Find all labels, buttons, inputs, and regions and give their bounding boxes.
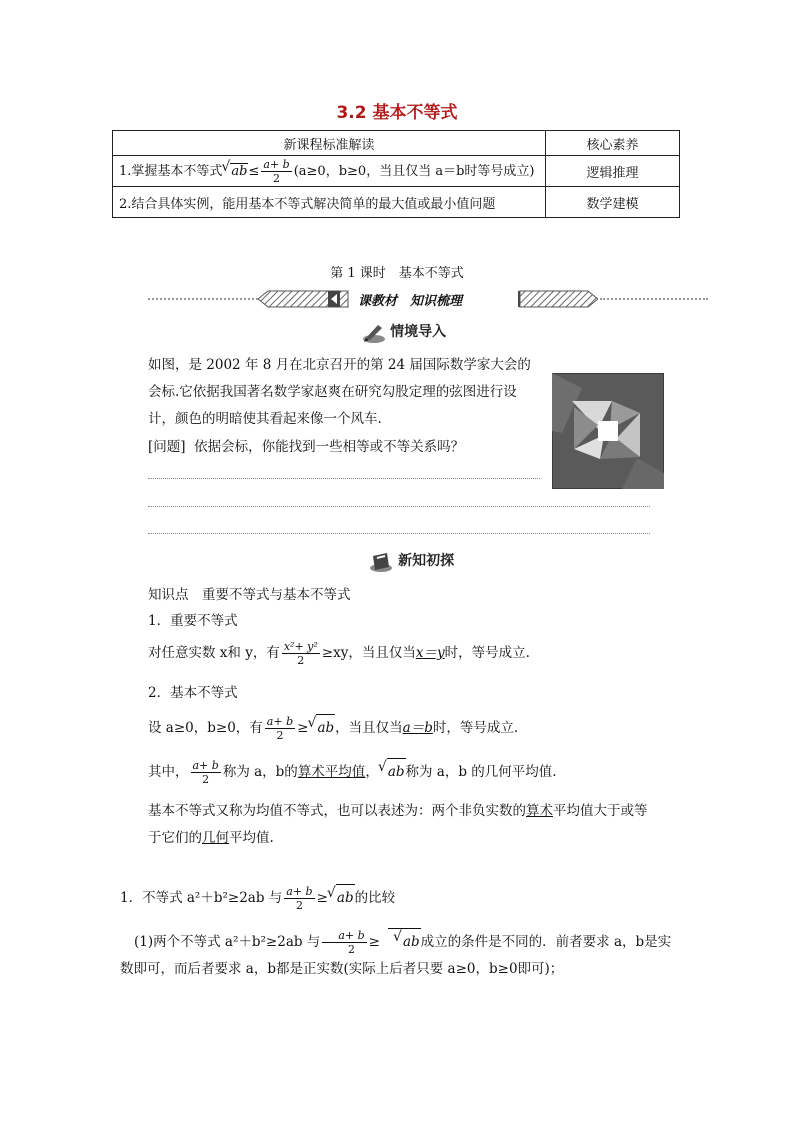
- compare-paragraph-1: (1)两个不等式 a²＋b²≥2ab 与 $\frac{a+ b}{2}$ ≥√ ab成立的条件是不同的．前者要求 a，b是实数即可，而后者要求 a，b都是正实数(实际上后者只要 a≥0，b≥0即可)；: [120, 928, 680, 983]
- frac-den: 2: [273, 171, 281, 185]
- question-text: 依据会标，你能找到一些相等或不等关系吗？: [194, 439, 465, 455]
- banner-label: 课教材 知识梳理: [358, 294, 463, 309]
- compare-title-c: 的比较: [354, 890, 396, 906]
- situation-paragraph: [148, 352, 543, 433]
- item1-text-c: 时，等号成立.: [444, 645, 530, 661]
- question-label: [问题]: [148, 439, 186, 455]
- fraction: [191, 759, 221, 786]
- answer-line: [148, 533, 650, 534]
- curriculum-standards-table: [112, 130, 680, 218]
- compare-p1-b: 成立的条件是不同的．前者要求 a，b是实数即可，而后者要求 a，b都是正实数(实际上后者只要 a≥0，b≥0即可)；: [120, 934, 672, 977]
- frac-num: a+ b: [286, 885, 313, 898]
- table-row: [113, 187, 680, 218]
- frac-den: 2: [297, 654, 305, 667]
- header-standard: 新课程标准解读: [113, 131, 546, 156]
- situation-heading-text: 情境导入: [390, 324, 447, 340]
- summary-paragraph: [148, 798, 658, 852]
- answer-line: [148, 506, 650, 507]
- compare-title-a: 1．不等式 a²＋b²≥2ab 与: [120, 890, 283, 906]
- banner-dots-left: [148, 298, 258, 300]
- competency-cell-1: 逻辑推理: [546, 156, 680, 187]
- congress-emblem-image: [552, 373, 664, 489]
- item3-text-d: 称为 a，b 的几何平均值.: [405, 764, 557, 780]
- summary-geo: 几何: [202, 830, 229, 846]
- item2-text-b: ≥: [297, 720, 309, 736]
- item3-text-c: ，: [365, 764, 379, 780]
- compare-title-b: ≥: [316, 890, 328, 906]
- frac-den: 2: [347, 943, 355, 956]
- item2-text-a: 设 a≥0，b≥0，有: [148, 720, 263, 736]
- frac-den: 2: [202, 773, 210, 786]
- standard-1-prefix: 1.掌握基本不等式: [119, 163, 223, 179]
- answer-line: [148, 478, 540, 479]
- lesson-title: 第 1 课时 基本不等式: [330, 266, 464, 281]
- situation-text: 如图，是 2002 年 8 月在北京召开的第 24 届国际数学家大会的会标.它依据我国著名数学家赵爽在研究勾股定理的弦图进行设计，颜色的明暗使其看起来像一个风车.: [148, 357, 531, 427]
- item3-text-b: 称为 a，b的: [222, 764, 298, 780]
- item1-condition: x＝y: [415, 645, 445, 661]
- item2-text-c: ，当且仅当: [335, 720, 403, 736]
- question-line: [148, 434, 464, 461]
- sqrt-ab: √ ab: [388, 928, 421, 956]
- sqrt-ab: √ ab: [387, 758, 406, 786]
- table-header-row: [113, 131, 680, 156]
- fraction: [282, 640, 320, 667]
- fraction: [284, 885, 314, 912]
- banner-dots-right: [600, 298, 708, 300]
- table-row: [113, 156, 680, 187]
- item1-title: 1．重要不等式: [148, 613, 238, 629]
- fraction: [265, 715, 295, 742]
- frac-num: a+ b: [263, 157, 290, 171]
- item3-statement: [148, 758, 557, 786]
- frac-den: 2: [276, 729, 284, 742]
- standard-cell-1: 1.掌握基本不等式√ ab≤ $\frac{a+ b}{2}$ (a≥0，b≥0，当且仅当 a＝b时等号成立): [113, 156, 546, 187]
- item3-arith-term: 算术平均值: [297, 764, 366, 780]
- item1-text-b: ≥xy，当且仅当: [321, 645, 416, 661]
- header-competency: 核心素养: [546, 131, 680, 156]
- item1-statement: [148, 640, 530, 667]
- summary-text-a: 基本不等式又称为均值不等式，也可以表述为：两个非负实数的: [148, 803, 526, 819]
- book-icon: [368, 551, 394, 573]
- standard-1-cond: (a≥0，b≥0，当且仅当 a＝b时等号成立): [293, 163, 535, 179]
- summary-text-b: 平均值大于或等于它们的: [148, 803, 648, 846]
- page-title: 3.2 基本不等式: [336, 103, 458, 123]
- fraction: [261, 158, 291, 185]
- situation-heading: [360, 321, 446, 344]
- new-knowledge-heading-text: 新知初探: [398, 553, 455, 569]
- new-knowledge-heading: [368, 550, 454, 573]
- item2-title: 2．基本不等式: [148, 685, 238, 701]
- item2-condition: a＝b: [402, 720, 433, 736]
- frac-num: a+ b: [322, 929, 366, 943]
- fraction: [322, 929, 366, 956]
- sqrt-ab: √ ab: [336, 884, 355, 912]
- summary-text-c: 平均值.: [229, 830, 274, 846]
- item2-text-d: 时，等号成立.: [432, 720, 519, 736]
- item2-statement: [148, 714, 518, 742]
- frac-num: a+ b: [266, 715, 294, 728]
- frac-num: x²+ y²: [283, 640, 318, 653]
- sqrt-ab: √ ab: [316, 714, 335, 742]
- pen-icon: [360, 322, 386, 344]
- standard-cell-2: 2.结合具体实例，能用基本不等式解决简单的最大值或最小值问题: [113, 187, 546, 218]
- knowledge-point-title: 知识点 重要不等式与基本不等式: [148, 587, 351, 603]
- sqrt-ab: √ ab: [230, 163, 248, 179]
- compare-p1-a: (1)两个不等式 a²＋b²≥2ab 与: [134, 934, 321, 950]
- frac-den: 2: [295, 899, 303, 912]
- compare-title: [120, 884, 395, 912]
- section-banner: [148, 289, 708, 309]
- competency-cell-2: 数学建模: [546, 187, 680, 218]
- frac-num: a+ b: [192, 759, 219, 772]
- summary-arith: 算术: [526, 803, 553, 819]
- item1-text-a: 对任意实数 x和 y，有: [148, 645, 280, 661]
- item3-text-a: 其中，: [148, 764, 189, 780]
